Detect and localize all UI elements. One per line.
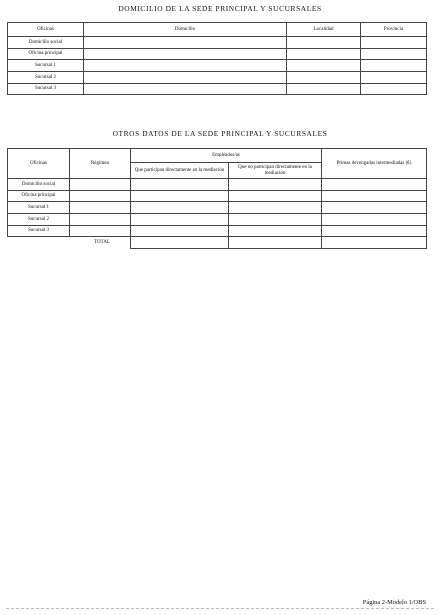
no-participan-cell[interactable] [229, 202, 322, 214]
domicilio-cell[interactable] [84, 37, 287, 49]
participan-cell[interactable] [131, 214, 229, 226]
table-row [8, 60, 427, 72]
total-label: TOTAL [94, 240, 110, 246]
regimen-cell[interactable] [70, 214, 131, 226]
no-participan-cell[interactable] [229, 214, 322, 226]
row-label: Oficina principal [8, 190, 70, 202]
domicilio-cell[interactable] [84, 48, 287, 60]
row-label: Sucursal 3 [8, 83, 84, 95]
participan-cell[interactable] [131, 202, 229, 214]
table-row [8, 37, 427, 49]
domicilio-cell[interactable] [84, 72, 287, 84]
col-header-oficinas: Oficinas [8, 149, 70, 179]
localidad-cell[interactable] [287, 37, 361, 49]
total-no-participan-cell[interactable] [229, 237, 322, 249]
primas-cell[interactable] [322, 225, 427, 237]
no-participan-cell[interactable] [229, 190, 322, 202]
otros-datos-table [7, 148, 427, 249]
total-row [8, 237, 427, 249]
col-header-localidad: Localidad [287, 23, 361, 37]
col-header-primas: Primas devengadas intermediadas (€) [322, 149, 427, 179]
primas-cell[interactable] [322, 190, 427, 202]
row-label: Domicilio social [8, 179, 70, 191]
provincia-cell[interactable] [361, 37, 427, 49]
section2-title: OTROS DATOS DE LA SEDE PRINCIPAL Y SUCURSALES [112, 129, 328, 138]
table-row [8, 48, 427, 60]
total-participan-cell[interactable] [131, 237, 229, 249]
row-label: Sucursal 3 [8, 225, 70, 237]
col-header-oficinas: Oficinas [8, 23, 84, 37]
provincia-cell[interactable] [361, 60, 427, 72]
table-row [8, 83, 427, 95]
col-header-domicilio: Domicilio [84, 23, 287, 37]
participan-cell[interactable] [131, 179, 229, 191]
participan-cell[interactable] [131, 225, 229, 237]
row-label: Sucursal 2 [8, 214, 70, 226]
localidad-cell[interactable] [287, 83, 361, 95]
section1-title: DOMICILIO DE LA SEDE PRINCIPAL Y SUCURSALES [118, 4, 322, 13]
regimen-cell[interactable] [70, 190, 131, 202]
regimen-cell[interactable] [70, 225, 131, 237]
row-label: Sucursal 2 [8, 72, 84, 84]
localidad-cell[interactable] [287, 72, 361, 84]
col-header-regimen: Régimen [70, 149, 131, 179]
primas-cell[interactable] [322, 179, 427, 191]
col-header-no-participan: Que no participan directamente en la mediación [229, 163, 322, 179]
table-header-row [8, 149, 427, 163]
provincia-cell[interactable] [361, 48, 427, 60]
row-label: Domicilio social [8, 37, 84, 49]
total-primas-cell[interactable] [322, 237, 427, 249]
localidad-cell[interactable] [287, 48, 361, 60]
provincia-cell[interactable] [361, 83, 427, 95]
table-row [8, 72, 427, 84]
table-row [8, 225, 427, 237]
table-row [8, 190, 427, 202]
regimen-cell[interactable] [70, 179, 131, 191]
localidad-cell[interactable] [287, 60, 361, 72]
row-label: Sucursal 1 [8, 60, 84, 72]
col-header-provincia: Provincia [361, 23, 427, 37]
primas-cell[interactable] [322, 214, 427, 226]
no-participan-cell[interactable] [229, 179, 322, 191]
table-row [8, 202, 427, 214]
col-header-empleados: Empleados/as [131, 149, 322, 163]
no-participan-cell[interactable] [229, 225, 322, 237]
primas-cell[interactable] [322, 202, 427, 214]
page-footer: Página 2-Modelo 1/OBS [362, 599, 426, 606]
participan-cell[interactable] [131, 190, 229, 202]
table-row [8, 214, 427, 226]
domicilio-table [7, 22, 427, 95]
regimen-cell[interactable] [70, 202, 131, 214]
domicilio-cell[interactable] [84, 60, 287, 72]
col-header-participan: Que participan directamente en la mediación [131, 163, 229, 179]
row-label: Oficina principal [8, 48, 84, 60]
total-spacer [8, 237, 70, 249]
domicilio-cell[interactable] [84, 83, 287, 95]
table-row [8, 179, 427, 191]
table-header-row [8, 23, 427, 37]
provincia-cell[interactable] [361, 72, 427, 84]
row-label: Sucursal 1 [8, 202, 70, 214]
footer-divider [6, 608, 434, 609]
